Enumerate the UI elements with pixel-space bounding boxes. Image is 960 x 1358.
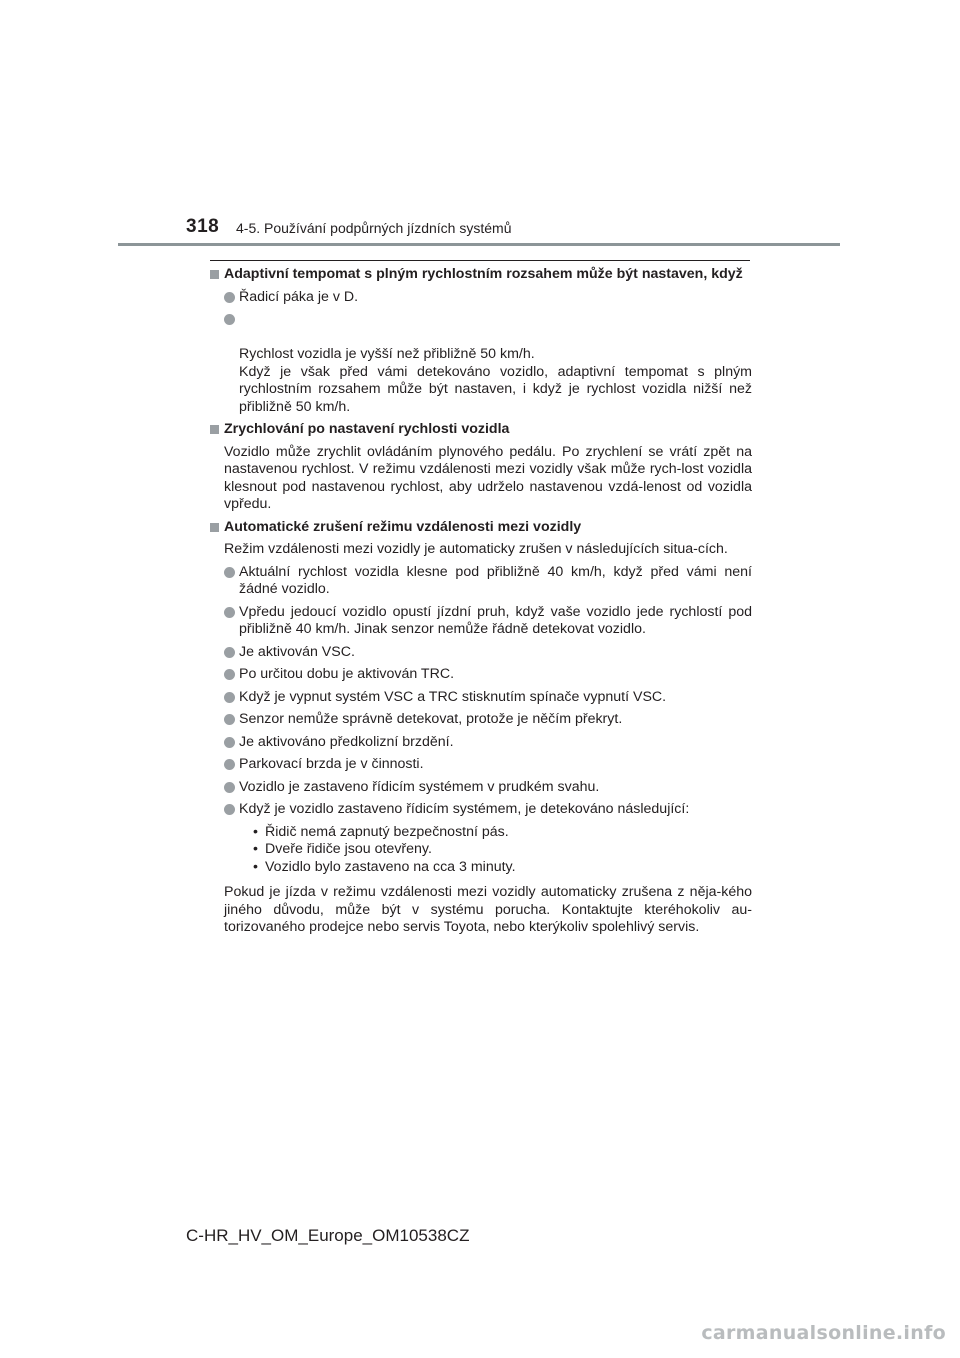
circle-bullet-icon bbox=[224, 607, 235, 618]
square-bullet-icon bbox=[210, 270, 219, 279]
section-paragraph: Vozidlo může zrychlit ovládáním plynového pedálu. Po zrychlení se vrátí zpět na nastavenou rychlost. V režimu vzdálenosti mezi vozidly však může rych-lost vozidla klesnout pod nastavenou rychlost, aby udrželo nastavenou vzdá-lenost od vozidla vpředu. bbox=[224, 443, 752, 512]
square-bullet-icon bbox=[210, 523, 219, 532]
circle-bullet-icon bbox=[224, 567, 235, 578]
section-paragraph: Režim vzdálenosti mezi vozidly je automaticky zrušen v následujících situa-cích. bbox=[224, 541, 728, 557]
section-title: 4-5. Používání podpůrných jízdních systémů bbox=[236, 220, 512, 236]
list-item: Parkovací brzda je v činnosti. bbox=[210, 756, 752, 774]
circle-bullet-icon bbox=[224, 314, 235, 325]
sub-list-item: • Vozidlo bylo zastaveno na cca 3 minuty. bbox=[253, 858, 516, 875]
section-auto-cancel bbox=[210, 519, 752, 937]
circle-bullet-icon bbox=[224, 647, 235, 658]
list-item: Je aktivován VSC. bbox=[210, 644, 752, 662]
footer-document-code: C-HR_HV_OM_Europe_OM10538CZ bbox=[186, 1226, 470, 1245]
list-item: Aktuální rychlost vozidla klesne pod přibližně 40 km/h, když před vámi není žádné vozidlo. bbox=[210, 564, 752, 599]
list-item: Je aktivováno předkolizní brzdění. bbox=[210, 734, 752, 752]
list-item: Vpředu jedoucí vozidlo opustí jízdní pruh, když vaše vozidlo jede rychlostí pod přibližně 40 km/h. Jinak senzor nemůže řádně detekovat vozidlo. bbox=[210, 604, 752, 639]
sub-list-item: • Dveře řidiče jsou otevřeny. bbox=[253, 841, 432, 857]
circle-bullet-icon bbox=[224, 759, 235, 770]
watermark: carmanualsonline.info bbox=[701, 1322, 946, 1344]
circle-bullet-icon bbox=[224, 804, 235, 815]
section-settable-conditions bbox=[210, 266, 752, 416]
page-number: 318 bbox=[186, 216, 220, 237]
sub-list-item: • Řidič nemá zapnutý bezpečnostní pás. bbox=[253, 823, 509, 840]
square-bullet-icon bbox=[210, 425, 219, 434]
list-item: Řadicí páka je v D. bbox=[210, 289, 752, 307]
circle-bullet-icon bbox=[224, 782, 235, 793]
circle-bullet-icon bbox=[224, 292, 235, 303]
list-item: Senzor nemůže správně detekovat, protože je něčím překryt. bbox=[210, 711, 752, 729]
section-heading: Adaptivní tempomat s plným rychlostním rozsahem může být nastaven, když bbox=[210, 266, 752, 284]
circle-bullet-icon bbox=[224, 714, 235, 725]
header-rule bbox=[118, 243, 840, 246]
page-content bbox=[210, 266, 752, 942]
sub-list bbox=[210, 824, 752, 877]
section-acceleration bbox=[210, 421, 752, 514]
list-item: Vozidlo je zastaveno řídicím systémem v prudkém svahu. bbox=[210, 779, 752, 797]
list-item: Po určitou dobu je aktivován TRC. bbox=[210, 666, 752, 684]
circle-bullet-icon bbox=[224, 737, 235, 748]
circle-bullet-icon bbox=[224, 692, 235, 703]
small-dot-icon: • bbox=[253, 841, 258, 857]
list-item: Rychlost vozidla je vyšší než přibližně 50 km/h. Když je však před vámi detekováno vozidlo, adaptivní tempomat s plným rychlostním rozsahem může být nastaven, i když je rychlost vozidla nižší než přibližně 50 km/h. bbox=[210, 311, 752, 416]
section-heading: Zrychlování po nastavení rychlosti vozidla bbox=[210, 421, 752, 439]
list-item: Když je vozidlo zastaveno řídicím systémem, je detekováno následující: bbox=[210, 801, 752, 819]
list-item: Když je vypnut systém VSC a TRC stisknutím spínače vypnutí VSC. bbox=[210, 689, 752, 707]
section-heading: Automatické zrušení režimu vzdálenosti mezi vozidly bbox=[210, 519, 752, 537]
circle-bullet-icon bbox=[224, 669, 235, 680]
closing-paragraph: Pokud je jízda v režimu vzdálenosti mezi vozidly automaticky zrušena z něja-kého jiného důvodu, může být v systému porucha. Kontaktujte kteréhokoliv au-torizovaného prodejce nebo servis Toyota, nebo kterýkoliv spolehlivý servis. bbox=[224, 884, 752, 935]
small-dot-icon: • bbox=[253, 823, 258, 840]
content-rule bbox=[210, 260, 750, 261]
small-dot-icon: • bbox=[253, 858, 258, 875]
